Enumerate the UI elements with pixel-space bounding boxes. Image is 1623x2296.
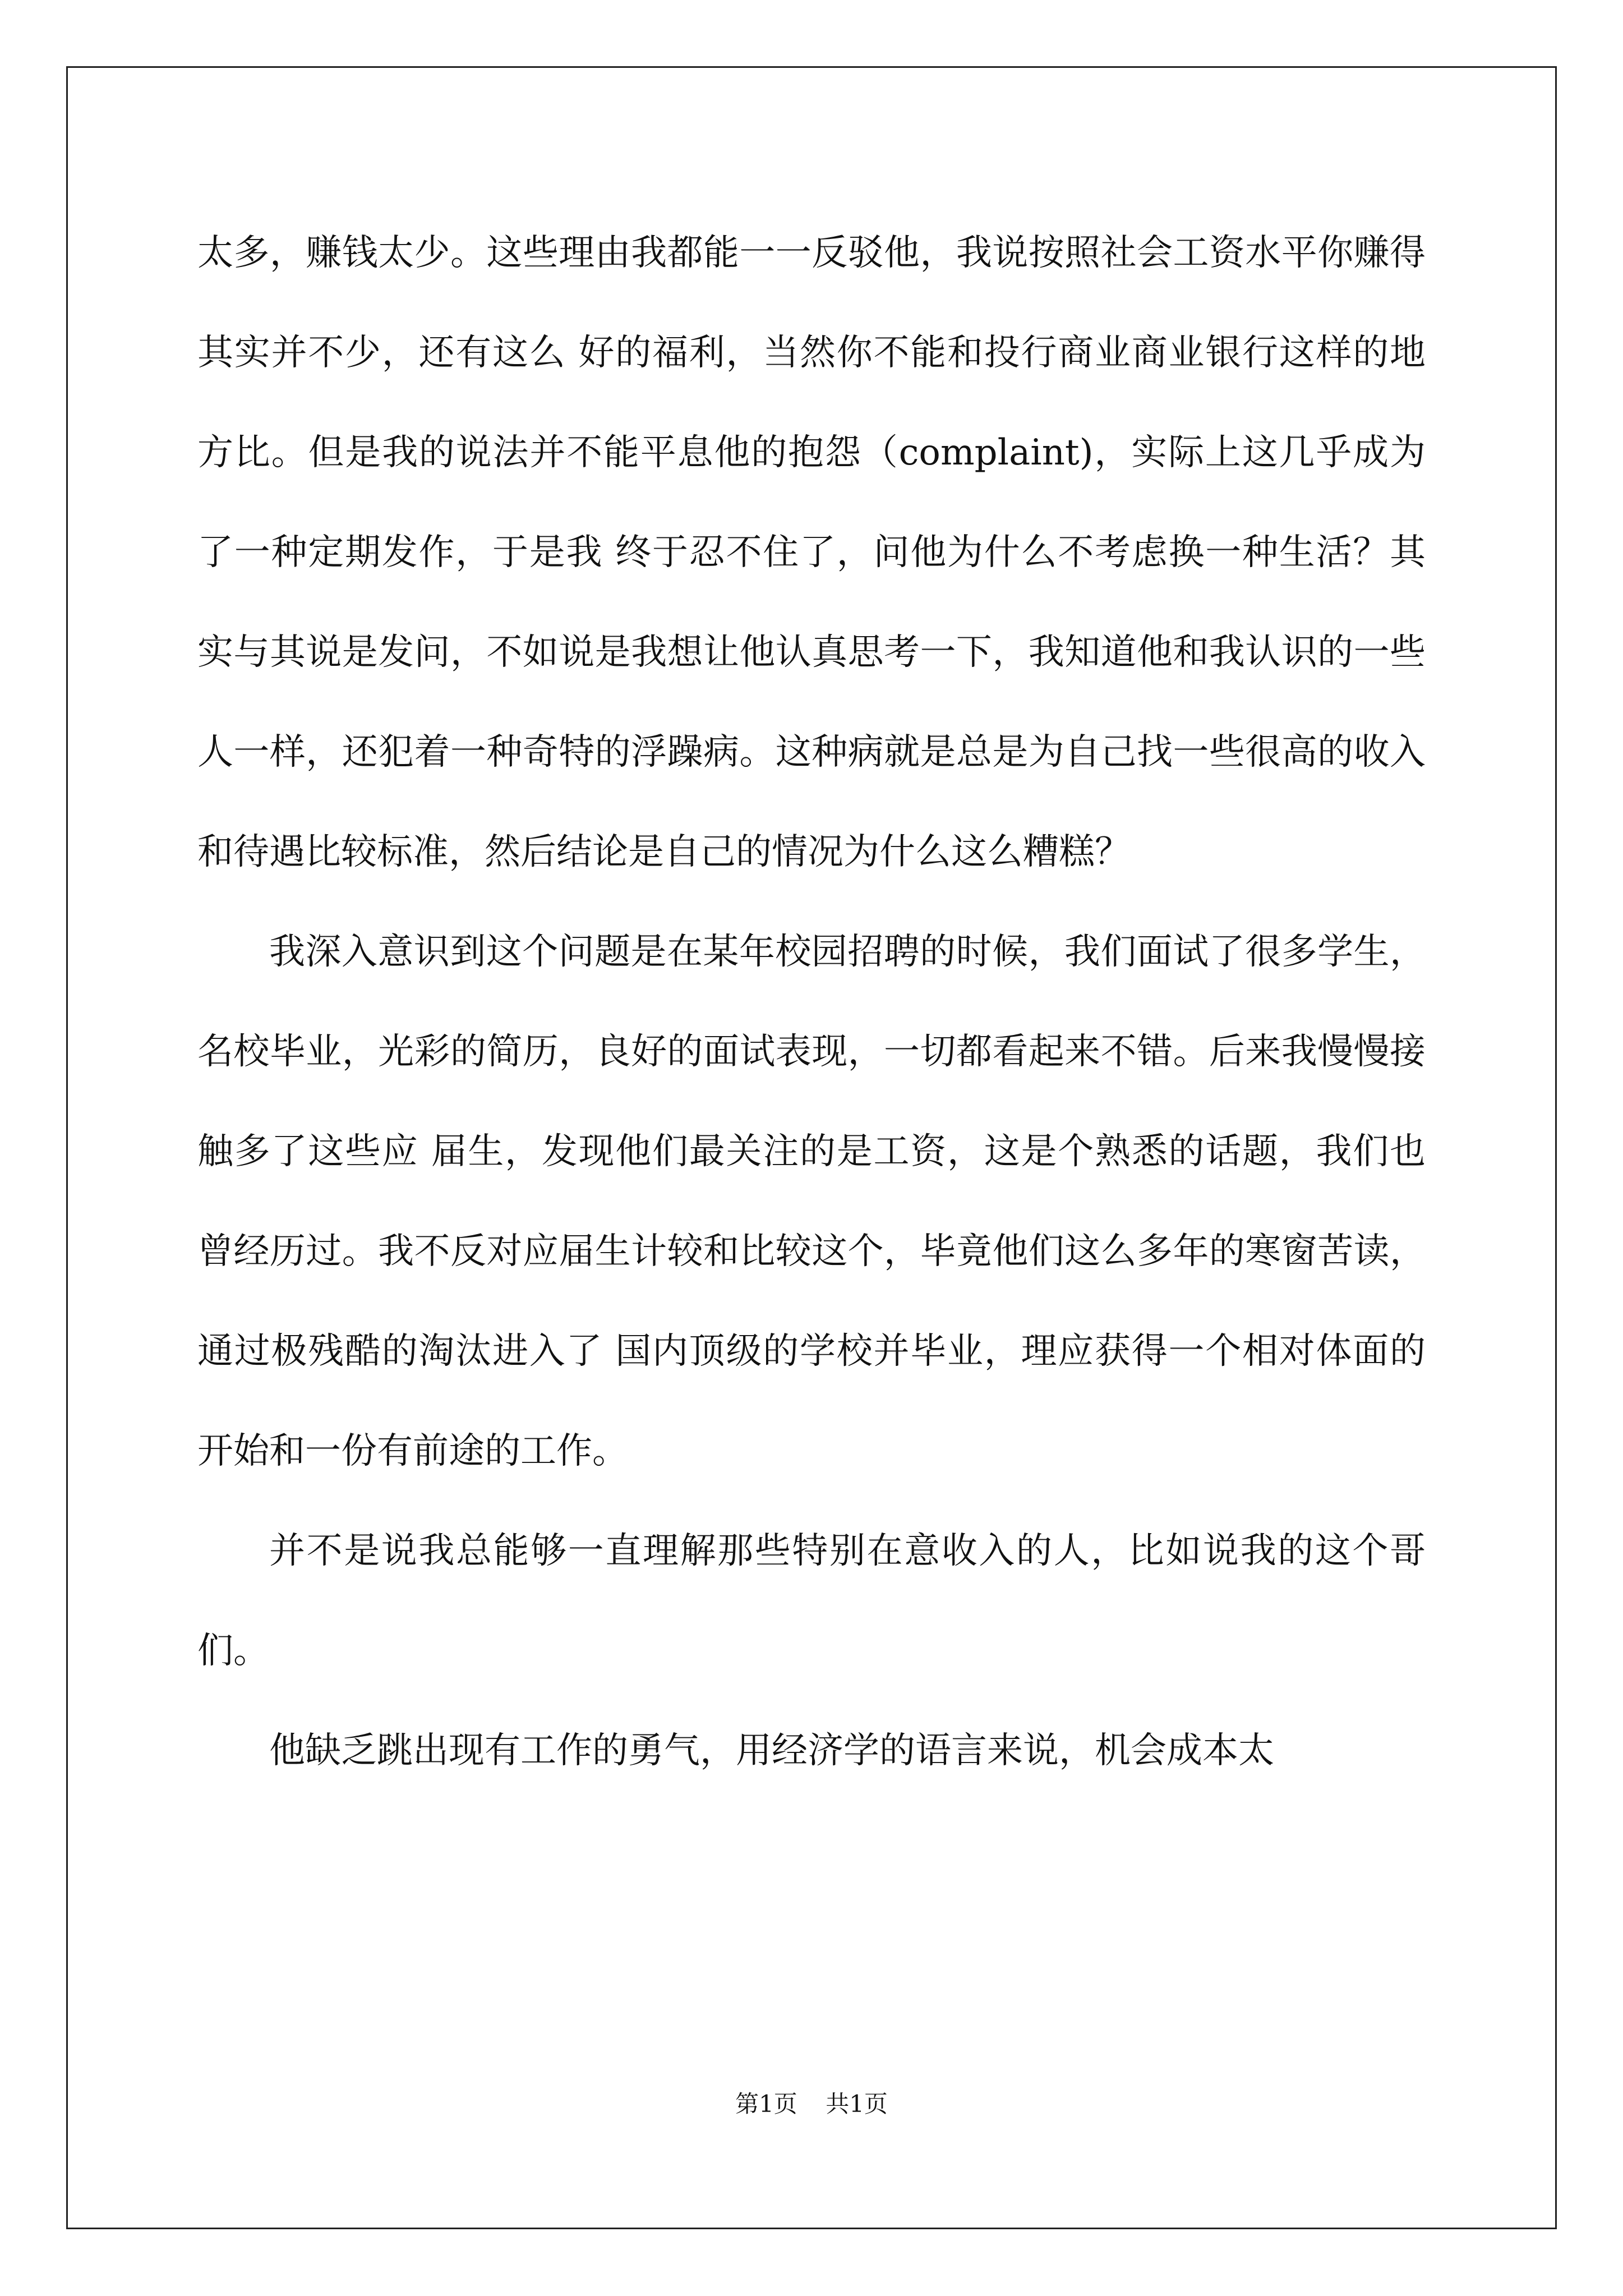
paragraph-4: 他缺乏跳出现有工作的勇气，用经济学的语言来说，机会成本太 [269, 1730, 1274, 1772]
document-body [197, 203, 1426, 1801]
paragraph-1: 太多，赚钱太少。这些理由我都能一一反驳他，我说按照社会工资水平你赚得其实并不少，还有这么 好的福利，当然你不能和投行商业商业银行这样的地方比。但是我的说法并不能平息他的抱怨（complaint)，实际上这几乎成为了一种定期发作，于是我 终于忍不住了，问他为什么不考虑换一种生活？其实与其说是发问，不如说是我想让他认真思考一下，我知道他和我认识的一些人一样，还犯着一种奇特的浮躁病。这种病就是总是为自己找一些很高的收入和待遇比较标准，然后结论是自己的情况为什么这么糟糕？ [197, 232, 1426, 873]
paragraph-2: 我深入意识到这个问题是在某年校园招聘的时候，我们面试了很多学生，名校毕业，光彩的简历，良好的面试表现，一切都看起来不错。后来我慢慢接触多了这些应 届生，发现他们最关注的是工资，这是个熟悉的话题，我们也曾经历过。我不反对应届生计较和比较这个，毕竟他们这么多年的寒窗苦读，通过极残酷的淘汰进入了 国内顶级的学校并毕业，理应获得一个相对体面的开始和一份有前途的工作。 [197, 931, 1426, 1472]
page-footer [0, 2086, 1623, 2119]
page-number: 第1页 [735, 2090, 797, 2118]
paragraph-3: 并不是说我总能够一直理解那些特别在意收入的人，比如说我的这个哥们。 [197, 1530, 1426, 1672]
page-total: 共1页 [826, 2090, 888, 2118]
